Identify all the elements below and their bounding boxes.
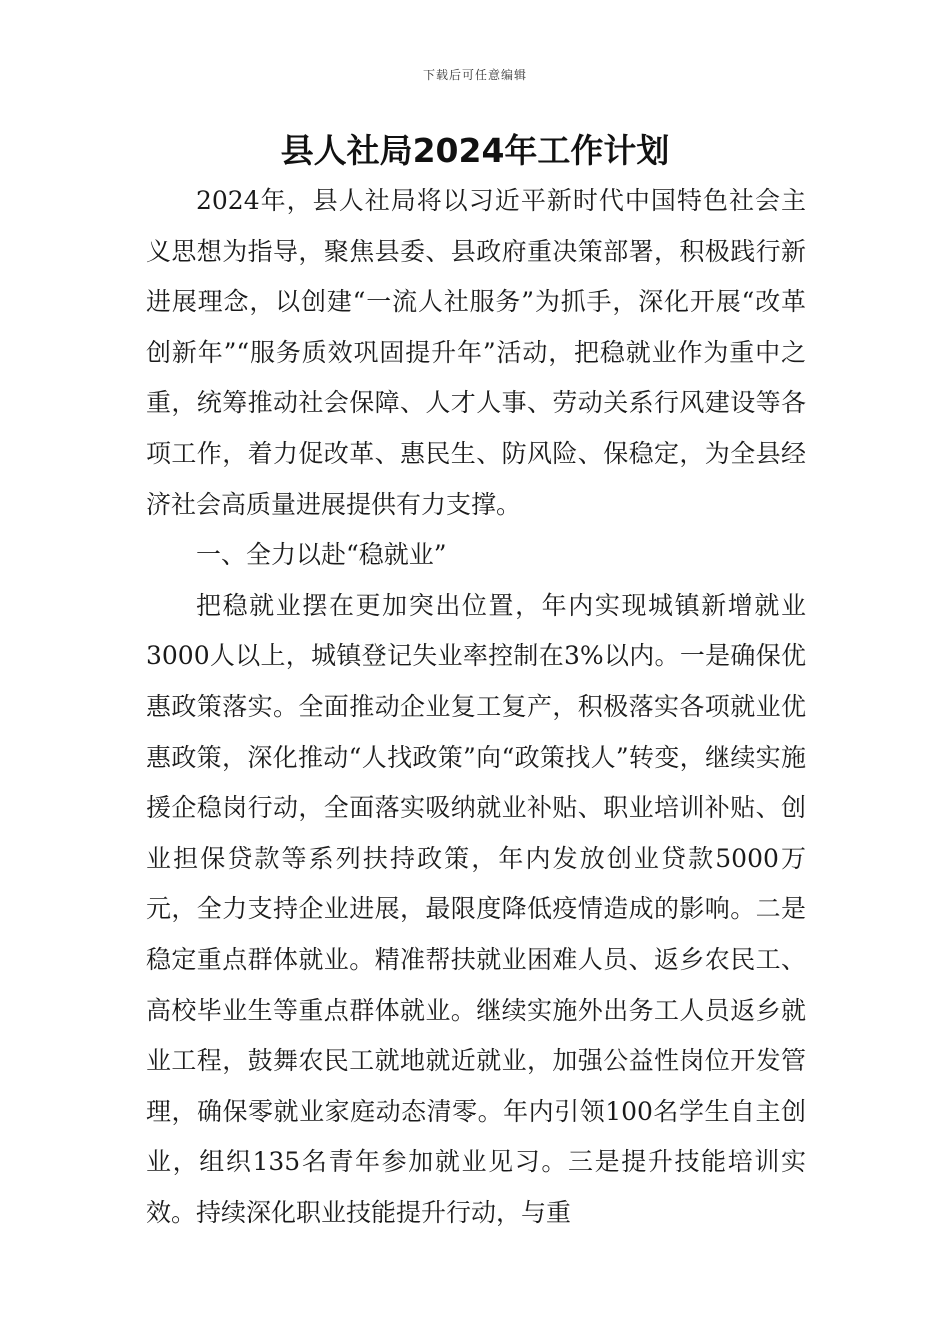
header-note: 下载后可任意编辑: [422, 68, 527, 82]
section-1-heading: 一、全力以赴“稳就业”: [196, 540, 447, 570]
intro-paragraph: 2024年，县人社局将以习近平新时代中国特色社会主义思想为指导，聚焦县委、县政府重决策部署，积极践行新进展理念，以创建“一流人社服务”为抓手，深化开展“改革创新年”“服务质效巩固提升年”活动，把稳就业作为重中之重，统筹推动社会保障、人才人事、劳动关系行风建设等各项工作，着力促改革、惠民生、防风险、保稳定，为全县经济社会高质量进展提供有力支撑。: [146, 186, 806, 519]
document-title: 县人社局2024年工作计划: [280, 131, 670, 170]
document-body: [146, 176, 806, 1238]
section-1-paragraph: 把稳就业摆在更加突出位置，年内实现城镇新增就业3000人以上，城镇登记失业率控制在3%以内。一是确保优惠政策落实。全面推动企业复工复产，积极落实各项就业优惠政策，深化推动“人找政策”向“政策找人”转变，继续实施援企稳岗行动，全面落实吸纳就业补贴、职业培训补贴、创业担保贷款等系列扶持政策，年内发放创业贷款5000万元，全力支持企业进展，最限度降低疫情造成的影响。二是稳定重点群体就业。精准帮扶就业困难人员、返乡农民工、高校毕业生等重点群体就业。继续实施外出务工人员返乡就业工程，鼓舞农民工就地就近就业，加强公益性岗位开发管理，确保零就业家庭动态清零。年内引领100名学生自主创业，组织135名青年参加就业见习。三是提升技能培训实效。持续深化职业技能提升行动，与重: [146, 590, 806, 1227]
